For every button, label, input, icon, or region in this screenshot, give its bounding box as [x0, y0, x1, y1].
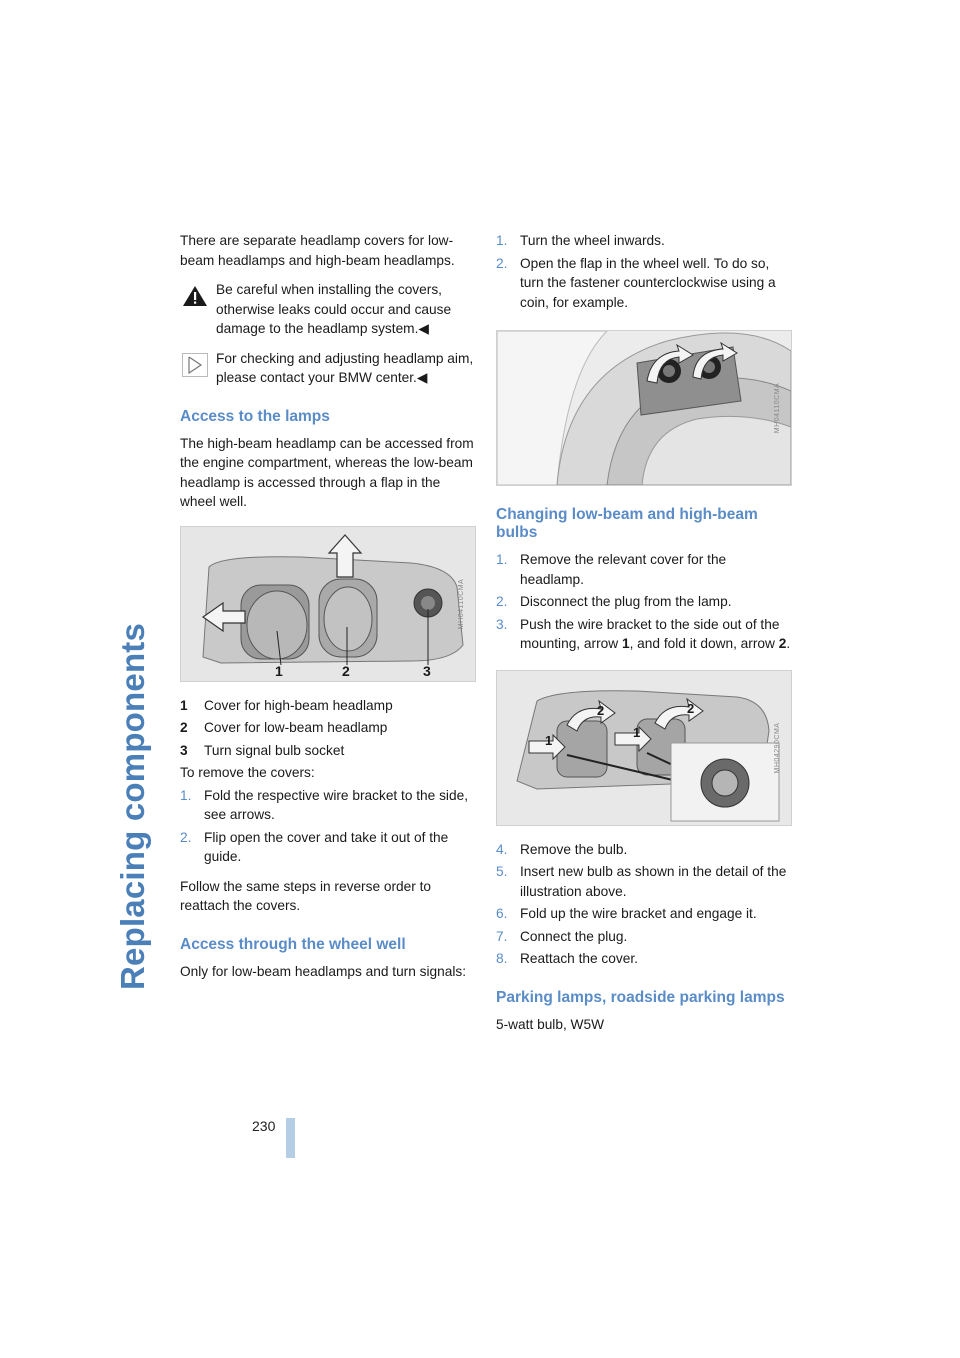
wheel-well-flap-illustration	[496, 330, 792, 486]
reverse-paragraph: Follow the same steps in reverse order to reattach the covers.	[180, 878, 432, 913]
parking-paragraph: 5-watt bulb, W5W	[496, 1016, 605, 1032]
step-num: 4.	[496, 841, 508, 857]
figure1-label-1: 1	[275, 662, 283, 679]
step-text: Disconnect the plug from the lamp.	[520, 594, 732, 609]
heading-access-lamps: Access to the lamps	[180, 407, 330, 425]
legend-text: Cover for high-beam headlamp	[204, 697, 393, 713]
step-text: Flip open the cover and take it out of the guide.	[204, 829, 449, 864]
list-item	[496, 904, 792, 924]
step-text: Reattach the cover.	[520, 951, 638, 966]
list-item	[496, 231, 792, 251]
info-text: For checking and adjusting headlamp aim, please contact your BMW center.◀	[216, 350, 474, 385]
figure2-code: MH04110CMA	[773, 382, 781, 434]
step-num: 6.	[496, 906, 508, 921]
legend-item	[180, 718, 476, 738]
step-text	[520, 617, 790, 652]
step-num: 7.	[496, 928, 508, 944]
info-note	[180, 349, 476, 388]
figure3-label-2b: 2	[687, 700, 695, 716]
warning-note	[180, 280, 476, 339]
warning-text: Be careful when installing the covers, otherwise leaks could occur and cause damage to the headlamp system.◀	[216, 282, 452, 336]
bulb-replacement-drawing	[497, 671, 791, 825]
step-num: 5.	[496, 864, 508, 879]
heading-parking-lamps: Parking lamps, roadside parking lamps	[496, 988, 785, 1006]
figure1-label-3: 3	[423, 662, 431, 679]
step-text: Connect the plug.	[520, 928, 628, 944]
list-item	[180, 828, 476, 867]
heading-wheel-well: Access through the wheel well	[180, 935, 406, 953]
section-side-title	[112, 230, 151, 990]
remove-intro: To remove the covers:	[180, 765, 315, 780]
wheel-well-paragraph: Only for low-beam headlamps and turn signals:	[180, 963, 467, 979]
legend-num: 2	[180, 720, 188, 735]
bulb-replacement-illustration	[496, 670, 792, 826]
list-item	[496, 840, 792, 860]
step-num: 1.	[496, 233, 508, 248]
step-num: 2.	[496, 255, 508, 271]
step-num: 2.	[180, 829, 192, 845]
step3-arrow-2: 2	[778, 636, 787, 651]
step-text: Fold the respective wire bracket to the side, see arrows.	[204, 787, 468, 822]
figure3-label-1b: 1	[633, 724, 641, 740]
page-number: 230	[252, 1118, 276, 1134]
step-num: 3.	[496, 616, 508, 632]
headlamp-covers-illustration	[180, 526, 476, 682]
step-num: 1.	[180, 787, 192, 803]
list-item	[496, 615, 792, 654]
step-text: Turn the wheel inwards.	[520, 233, 665, 248]
intro-paragraph: There are separate headlamp covers for low-beam headlamps and high-beam headlamps.	[180, 233, 455, 268]
step-num: 1.	[496, 552, 508, 567]
step3-text-a: Push the wire bracket to the side out of the mounting, arrow	[520, 616, 780, 651]
figure3-code: MH04290CMA	[773, 722, 781, 773]
step-num: 8.	[496, 951, 508, 966]
legend-item	[180, 741, 476, 761]
figure3-label-2a: 2	[597, 702, 605, 718]
step3-text-c: .	[786, 636, 791, 651]
warning-triangle-icon	[182, 284, 208, 308]
list-item	[496, 592, 792, 612]
legend-num: 1	[180, 697, 188, 713]
figure1-code: MH04110CMA	[457, 578, 465, 629]
legend-text: Cover for low-beam headlamp	[204, 720, 388, 735]
step3-arrow-1: 1	[621, 636, 630, 651]
list-item	[496, 254, 792, 313]
legend-num: 3	[180, 742, 188, 758]
list-item	[180, 786, 476, 825]
step-num: 2.	[496, 594, 508, 609]
step3-text-b: , and fold it down, arrow	[629, 636, 779, 651]
list-item	[496, 862, 792, 901]
wheel-well-drawing	[497, 331, 791, 485]
step-text: Remove the relevant cover for the headlamp.	[520, 552, 727, 587]
step-text: Remove the bulb.	[520, 841, 628, 857]
legend-item	[180, 696, 476, 716]
heading-bulbs: Changing low-beam and high-beam bulbs	[496, 506, 758, 541]
figure1-label-2: 2	[342, 662, 350, 679]
access-paragraph: The high-beam headlamp can be accessed from the engine compartment, whereas the low-beam headlamp is accessed through a flap in the wheel well.	[180, 435, 474, 509]
right-column	[496, 231, 792, 1044]
list-item	[496, 949, 792, 969]
left-column	[180, 231, 476, 991]
step-text: Open the flap in the wheel well. To do so, turn the fastener counterclockwise using a coin, for example.	[520, 255, 776, 310]
figure3-label-1a: 1	[545, 732, 553, 748]
list-item	[496, 550, 792, 589]
side-title-text: Replacing components	[114, 622, 151, 990]
legend-text: Turn signal bulb socket	[204, 742, 345, 758]
note-arrow-icon	[182, 353, 208, 377]
headlamp-covers-drawing	[181, 527, 475, 681]
list-item	[496, 927, 792, 947]
page-number-bar	[286, 1118, 295, 1158]
step-text: Fold up the wire bracket and engage it.	[520, 906, 757, 921]
step-text: Insert new bulb as shown in the detail of the illustration above.	[520, 864, 787, 899]
